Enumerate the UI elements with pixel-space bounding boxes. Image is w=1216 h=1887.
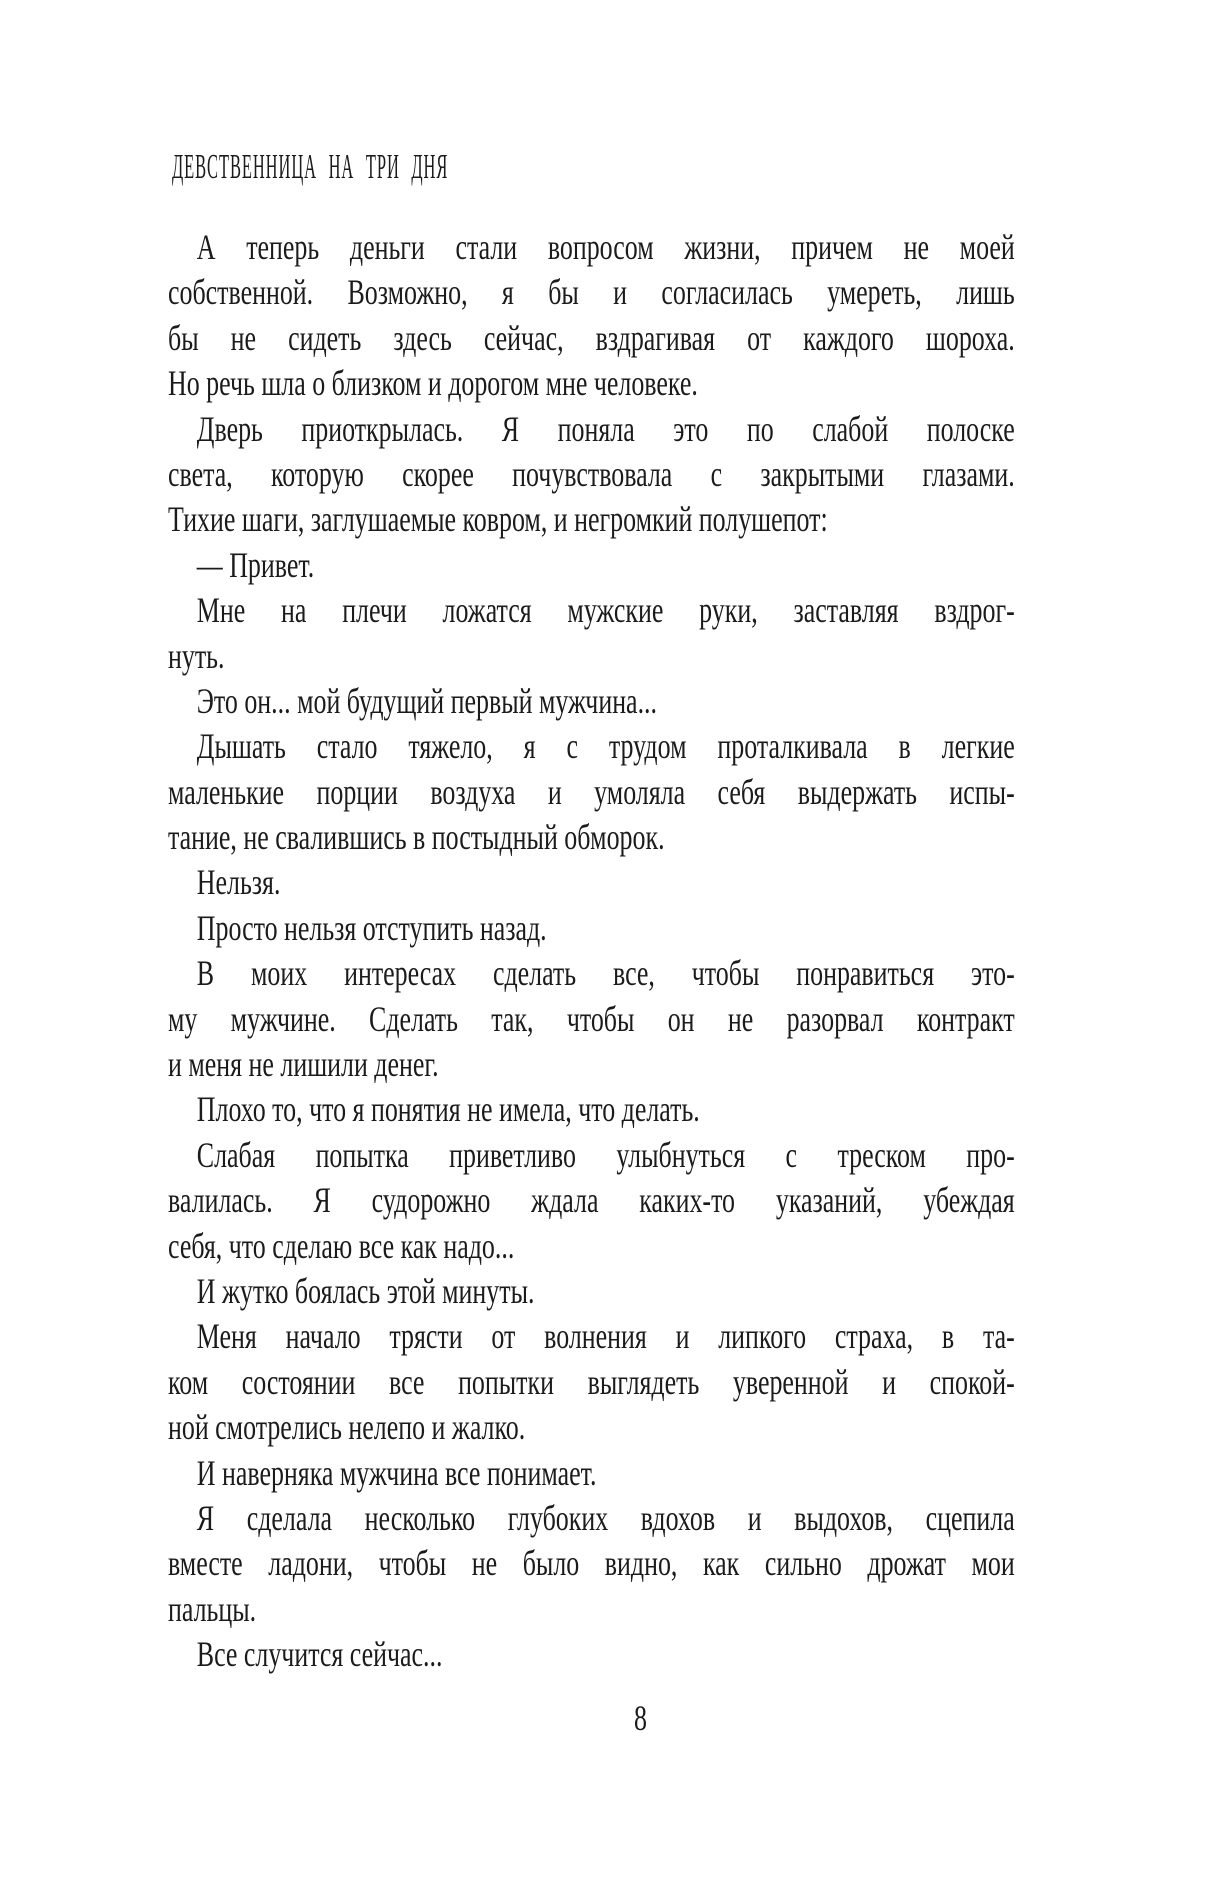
paragraph — [168, 1133, 1015, 1269]
text-line: валилась. Я судорожно ждала каких-то указаний, убеждая — [168, 1180, 1015, 1221]
paragraph — [168, 1496, 1015, 1632]
paragraph — [168, 588, 1015, 679]
paragraph — [168, 951, 1015, 1087]
paragraph — [168, 407, 1015, 543]
text-line: Дверь приоткрылась. Я поняла это по слабой полоске — [196, 408, 1015, 449]
text-line: нуть. — [168, 635, 225, 676]
text-line: света, которую скорее почувствовала с закрытыми глазами. — [168, 453, 1015, 494]
text-line: Плохо то, что я понятия не имела, что делать. — [196, 1089, 700, 1130]
text-line: Мне на плечи ложатся мужские руки, заставляя вздрог- — [196, 590, 1015, 631]
paragraph — [168, 1314, 1015, 1450]
paragraph — [168, 225, 1015, 407]
text-line: му мужчине. Сделать так, чтобы он не разорвал контракт — [168, 998, 1015, 1039]
text-line: бы не сидеть здесь сейчас, вздрагивая от каждого шороха. — [168, 317, 1015, 358]
text-line: Тихие шаги, заглушаемые ковром, и негромкий полушепот: — [168, 499, 828, 540]
paragraph — [168, 724, 1015, 860]
text-line: и меня не лишили денег. — [168, 1044, 439, 1085]
paragraph — [168, 1632, 1015, 1677]
text-line: В моих интересах сделать все, чтобы понравиться это- — [196, 953, 1015, 994]
paragraph — [168, 679, 1015, 724]
running-header: ДЕВСТВЕННИЦА НА ТРИ ДНЯ — [172, 147, 449, 186]
text-line: Нельзя. — [196, 862, 281, 903]
text-line: собственной. Возможно, я бы и согласилась умереть, лишь — [168, 272, 1015, 313]
text-line: себя, что сделаю все как надо... — [168, 1225, 515, 1266]
paragraph — [168, 860, 1015, 905]
text-line: Дышать стало тяжело, я с трудом проталкивала в легкие — [196, 726, 1015, 767]
text-line: А теперь деньги стали вопросом жизни, причем не моей — [196, 227, 1015, 267]
text-line: И жутко боялась этой минуты. — [196, 1270, 535, 1311]
text-line: Просто нельзя отступить назад. — [196, 907, 547, 948]
paragraph — [168, 1087, 1015, 1132]
text-line: Я сделала несколько глубоких вдохов и выдохов, сцепила — [196, 1497, 1015, 1538]
text-line: Все случится сейчас... — [196, 1634, 443, 1675]
text-line: Слабая попытка приветливо улыбнуться с треском про- — [196, 1134, 1015, 1175]
paragraph — [168, 543, 1015, 588]
text-line: Это он... мой будущий первый мужчина... — [196, 680, 658, 721]
text-line: ком состоянии все попытки выглядеть уверенной и спокой- — [168, 1361, 1015, 1402]
paragraph — [168, 1269, 1015, 1314]
body-text — [168, 225, 1015, 1678]
text-line: тание, не свалившись в постыдный обморок. — [168, 817, 665, 858]
text-line: Меня начало трясти от волнения и липкого страха, в та- — [196, 1316, 1015, 1357]
text-line: пальцы. — [168, 1588, 257, 1629]
paragraph — [168, 906, 1015, 951]
text-line: ной смотрелись нелепо и жалко. — [168, 1407, 526, 1448]
paragraph — [168, 1451, 1015, 1496]
text-line: — Привет. — [196, 544, 315, 585]
page-number: 8 — [634, 1698, 647, 1738]
text-line: И наверняка мужчина все понимает. — [196, 1452, 597, 1493]
text-line: вместе ладони, чтобы не было видно, как сильно дрожат мои — [168, 1543, 1015, 1584]
text-line: маленькие порции воздуха и умоляла себя выдержать испы- — [168, 771, 1015, 812]
text-line: Но речь шла о близком и дорогом мне человеке. — [168, 363, 698, 404]
